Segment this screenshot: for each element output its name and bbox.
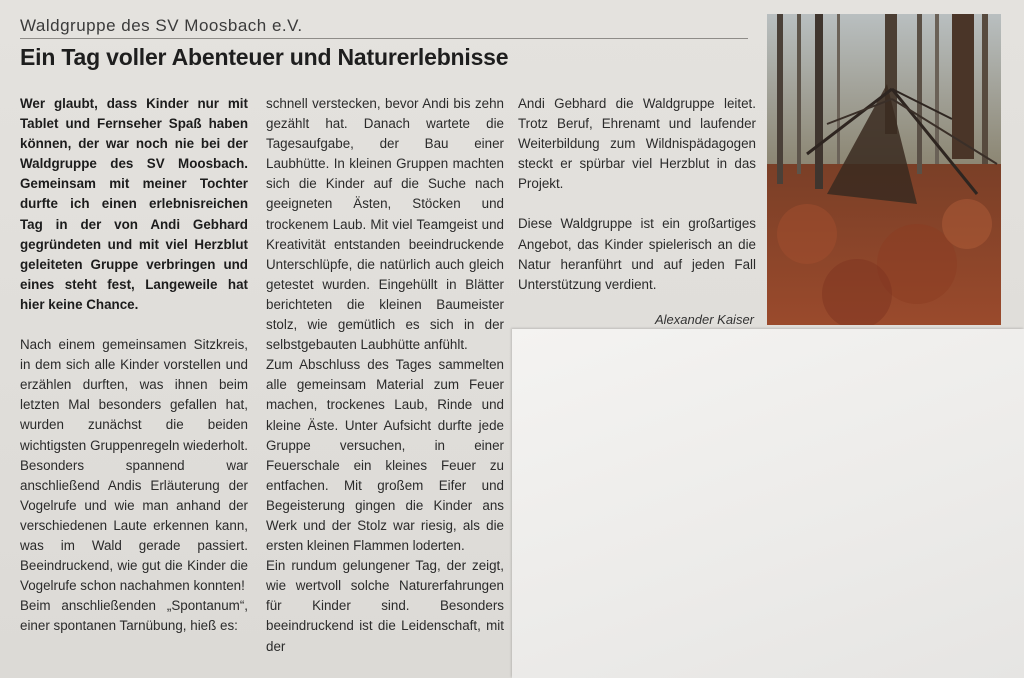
article-column-1 xyxy=(20,94,248,636)
article-column-3 xyxy=(518,94,756,295)
article-author: Alexander Kaiser xyxy=(655,312,754,327)
article-paragraph: Diese Waldgruppe ist ein großartiges Angebot, das Kinder spielerisch an die Natur heranführt und auf jeden Fall Unterstützung verdient. xyxy=(518,216,756,292)
article-column-2 xyxy=(266,94,504,657)
forest-shelter-image xyxy=(767,14,1001,325)
article-paragraph: Andi Gebhard die Waldgruppe leitet. Trotz Beruf, Ehrenamt und laufender Weiterbildung zum Wildnispädagogen steckt er spürbar viel Herzblut in das Projekt. xyxy=(518,96,756,192)
article-paragraph: Ein rundum gelungener Tag, der zeigt, wie wertvoll solche Naturerfahrungen für Kinder sind. Besonders beeindruckend ist die Leidenschaft, mit der xyxy=(266,558,504,654)
article-paragraph: Zum Abschluss des Tages sammelten alle gemeinsam Material zum Feuer machen, trockenes Laub, Rinde und kleine Äste. Unter Aufsicht durfte jede Gruppe versuchen, in einer Feuerschale ein kleines Feuer zu entfachen. Mit großem Eifer und Begeisterung gingen die Kinder ans Werk und der Stolz war riesig, als die ersten kleinen Flammen loderten. xyxy=(266,357,504,554)
publication-header: Waldgruppe des SV Moosbach e.V. xyxy=(20,16,748,39)
article-paragraph: Nach einem gemeinsamen Sitzkreis, in dem sich alle Kinder vorstellen und erzählen durften, was ihnen beim letzten Mal besonders gefallen hat, wurden zunächst die beiden wichtigsten Gruppenregeln wiederholt. Besonders spannend war anschließend Andis Erläuterung der Vogelrufe und wie man anhand der verschiedenen Laute erkennen kann, was im Wald gerade passiert. Beeindruckend, wie gut die Kinder die Vogelrufe schon nachahmen konnten! xyxy=(20,337,248,594)
article-headline: Ein Tag voller Abenteuer und Naturerlebnisse xyxy=(20,44,509,70)
article-lead: Wer glaubt, dass Kinder nur mit Tablet und Fernseher Spaß haben können, der war noch nie bei der Waldgruppe des SV Moosbach. Gemeinsam mit meiner Tochter durfte ich einen erlebnisreichen Tag in der von Andi Gebhard gegründeten und mit viel Herzblut geleiteten Gruppe verbringen und eines steht fest, Langeweile hat hier keine Chance. xyxy=(20,96,248,312)
forest-shelter-photo xyxy=(767,14,1001,325)
overlapping-paper-sheet xyxy=(512,329,1024,678)
article-paragraph: Beim anschließenden „Spontanum“, einer spontanen Tarnübung, hieß es: xyxy=(20,598,248,634)
article-paragraph: schnell verstecken, bevor Andi bis zehn gezählt hat. Danach wartete die Tagesaufgabe, der Bau einer Laubhütte. In kleinen Gruppen machten sich die Kinder auf die Suche nach geeigneten Ästen, Stöcken und trockenem Laub. Mit viel Teamgeist und Kreativität entstanden beeindruckende Unterschlüpfe, die natürlich auch gleich getestet wurden. Eingehüllt in Blätter berichteten die kleinen Baumeister stolz, wie gemütlich es sich in der selbstgebauten Laubhütte anfühlt. xyxy=(266,96,504,353)
